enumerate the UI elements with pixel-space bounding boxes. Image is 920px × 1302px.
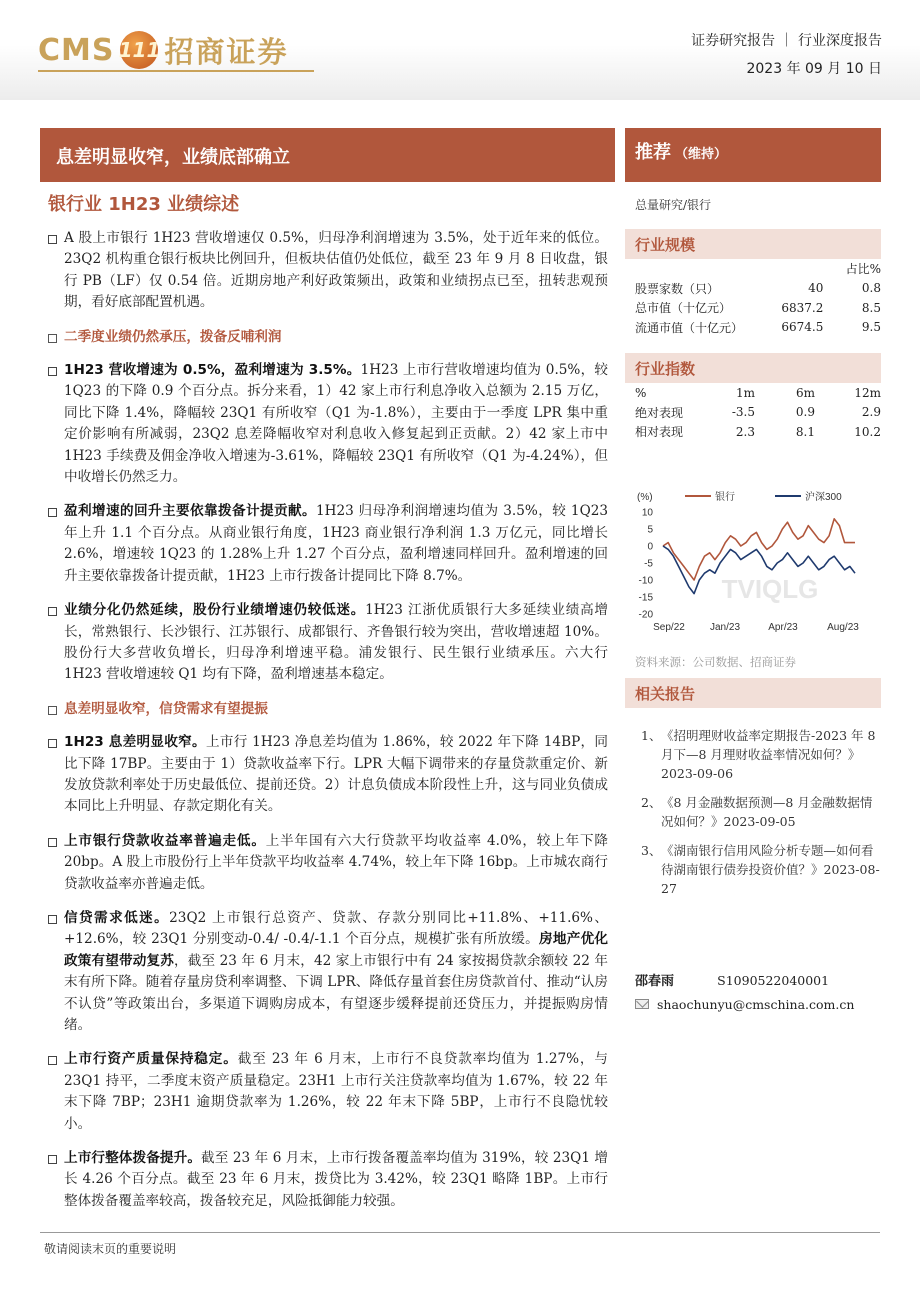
- x-tick-label: Aug/23: [827, 621, 859, 633]
- table-row: 相对表现 2.3 8.1 10.2: [635, 424, 881, 440]
- author-name: 邵春雨: [635, 973, 675, 989]
- index-chart-svg: [625, 486, 881, 636]
- x-tick-label: Jan/23: [709, 621, 741, 633]
- y-tick-label: -20: [638, 609, 653, 620]
- title-bar: [40, 128, 615, 182]
- square-bullet-icon: [48, 1056, 57, 1065]
- square-bullet-icon: [48, 915, 57, 924]
- body-paragraph: 业绩分化仍然延续，股份行业绩增速仍较低迷。1H23 江浙优质银行大多延续业绩高增长，常熟银行、长沙银行、江苏银行、成都银行、齐鲁银行较为突出，营收增速超 10%。股份行大多营收负增长，归母净利增速平稳。浦发银行、民生银行业绩承压。六大行 1H23 营收增速较 Q1 均有下降，盈利增速基本稳定。: [48, 600, 608, 686]
- report-type: 证券研究报告 ｜ 行业深度报告: [691, 33, 882, 49]
- square-bullet-icon: [48, 367, 57, 376]
- rating-sub: （维持）: [675, 147, 728, 162]
- table-row: 绝对表现 -3.5 0.9 2.9: [635, 405, 881, 420]
- body-paragraph: 上市行整体拨备提升。截至 23 年 6 月末，上市行拨备覆盖率均值为 319%，较 23Q1 增长 4.26 个百分点。截至 23 年 6 月末，拨贷比为 3.42%，较 23Q1 略降 1BP。上市行整体拨备覆盖率较高，拨备较充足，风险抵御能力较强。: [48, 1148, 608, 1212]
- body-paragraph: 1H23 息差明显收窄。上市行 1H23 净息差均值为 1.86%，较 2022 年下降 14BP，同比下降 17BP。主要由于 1）贷款收益率下行。LPR 大幅下调带来的存量贷款重定价、新发放贷款利率处于历史最低位、提前还贷。2）计息负债成本阶段性上升，这与同业负债成本同比上升明显、存款定期化有关。: [48, 732, 608, 818]
- related-reports: [641, 726, 881, 898]
- rating-bar: [625, 128, 881, 182]
- table-row: % 1m 6m 12m: [635, 385, 881, 400]
- category-path: 总量研究/银行: [635, 198, 712, 212]
- y-tick-label: 0: [647, 541, 653, 552]
- report-date: 2023 年 09 月 10 日: [746, 61, 882, 77]
- summary-paragraph: A 股上市银行 1H23 营收增速仅 0.5%，归母净利润增速为 3.5%，处于近年来的低位。23Q2 机构重仓银行板块比例回升，但板块估值仍处低位，截至 23 年 9 月 8 日收盘，银行 PB（LF）仅 0.54 倍。近期房地产利好政策频出，政策和业绩拐点已至，扭转悲观预期，看好底部配置机遇。: [48, 228, 608, 314]
- report-title: 息差明显收窄，业绩底部确立: [56, 147, 290, 168]
- report-subtitle: 银行业 1H23 业绩综述: [48, 194, 240, 215]
- series-line-bank: [663, 518, 855, 579]
- square-bullet-icon: [48, 739, 57, 748]
- pct-header: 占比%: [845, 262, 881, 277]
- logo-cn-text: 招商证券: [164, 34, 289, 69]
- logo-cms-text: CMS: [38, 32, 115, 68]
- square-bullet-icon: [48, 1155, 57, 1164]
- footer-divider: [40, 1232, 880, 1233]
- email-row: [635, 997, 881, 1012]
- legend-label: 银行: [715, 491, 735, 503]
- index-chart: [625, 486, 881, 646]
- square-bullet-icon: [48, 235, 57, 244]
- square-bullet-icon: [48, 706, 57, 715]
- table-row: 总市值（十亿元） 6837.2 8.5: [635, 300, 881, 316]
- section-heading: 二季度业绩仍然承压，拨备反哺利润: [48, 327, 608, 348]
- index-heading: 行业指数: [625, 353, 881, 383]
- x-tick-label: Sep/22: [653, 621, 685, 633]
- square-bullet-icon: [48, 838, 57, 847]
- author-id: S1090522040001: [717, 972, 830, 988]
- section-heading: 息差明显收窄，信贷需求有望提振: [48, 699, 608, 720]
- main-content: [48, 228, 608, 1225]
- chart-watermark: TVIQLG: [721, 573, 819, 604]
- body-paragraph: 盈利增速的回升主要依靠拨备计提贡献。1H23 归母净利润增速均值为 3.5%，较 1Q23 年上升 1.1 个百分点。从商业银行角度，1H23 商业银行净利润 1.3 万亿元，同比增长 2.6%，增速较 1Q23 的 1.28%上升 1.27 个百分点，盈利增速同样回升。盈利增速的回升主要依靠拨备计提贡献，1H23 上市行拨备计提同比下降 8.7%。: [48, 501, 608, 587]
- body-paragraph: 1H23 营收增速为 0.5%，盈利增速为 3.5%。1H23 上市行营收增速均值为 0.5%，较 1Q23 的下降 0.9 个百分点。拆分来看，1）42 家上市行利息净收入总额为 2.15 万亿，同比下降 1.4%，降幅较 23Q1 有所收窄（Q1 为-1.8%），主要由于一季度 LPR 集中重定价影响有所减弱，23Q2 息差降幅收窄对利息收入修复起到正贡献。2）42 家上市中 1H23 手续费及佣金净收入增速为-3.61%，降幅较 23Q1 有所收窄（Q1 为-4.24%），但中收增长仍然乏力。: [48, 360, 608, 488]
- body-paragraph: 信贷需求低迷。23Q2 上市银行总资产、贷款、存款分别同比+11.8%、+11.6%、+12.6%，较 23Q1 分别变动-0.4/ -0.4/-1.1 个百分点，规模扩张有所放缓。房地产优化政策有望带动复苏，截至 23 年 6 月末，42 家上市银行中有 24 家按揭贷款余额较 22 年末有所下降。随着存量房贷利率调整、下调 LPR、降低存量首套住房贷款首付、推动“认房不认贷”等政策出台，多渠道下调购房成本，有望逐步缓释提前还贷压力，并提振购房情绪。: [48, 908, 608, 1036]
- list-item[interactable]: 3、 《湖南银行信用风险分析专题—如何看待湖南银行债券投资价值？》2023-08-27: [641, 842, 880, 896]
- chart-source: 资料来源：公司数据、招商证券: [635, 654, 796, 669]
- square-bullet-icon: [48, 508, 57, 517]
- body-paragraph: 上市行资产质量保持稳定。截至 23 年 6 月末，上市行不良贷款率均值为 1.27%，与 23Q1 持平，二季度末资产质量稳定。23H1 上市行关注贷款率均值为 1.67%，较 22 年末下降 7BP；23H1 逾期贷款率为 1.26%，较 22 年末下降 5BP，上市行不良隐忧较小。: [48, 1049, 608, 1135]
- y-tick-label: 10: [641, 507, 653, 518]
- header-meta: [691, 30, 882, 78]
- logo-badge-icon: 111: [120, 31, 158, 69]
- rating: 推荐: [635, 142, 671, 163]
- sidebar: [625, 128, 881, 1012]
- logo-underline: [38, 70, 314, 72]
- y-tick-label: -10: [638, 575, 653, 586]
- table-row: 流通市值（十亿元） 6674.5 9.5: [635, 320, 881, 335]
- company-logo: [38, 28, 289, 72]
- related-heading: 相关报告: [625, 678, 881, 708]
- table-row: 股票家数（只） 40 0.8: [635, 281, 881, 296]
- footer-note: 敬请阅读末页的重要说明: [44, 1242, 177, 1256]
- x-tick-label: Apr/23: [768, 621, 798, 633]
- author-row: [635, 970, 881, 989]
- legend-label: 沪深300: [805, 491, 842, 503]
- index-table: [635, 383, 881, 442]
- y-tick-label: 5: [647, 524, 653, 535]
- square-bullet-icon: [48, 607, 57, 616]
- list-item[interactable]: 1、 《招明理财收益率定期报告-2023 年 8 月下—8 月理财收益率情况如何？》2023-09-06: [641, 727, 876, 781]
- table-row: [635, 259, 881, 279]
- y-axis-label: (%): [637, 491, 653, 503]
- body-paragraph: 上市银行贷款收益率普遍走低。上半年国有六大行贷款平均收益率 4.0%，较上年下降 20bp。A 股上市股份行上半年贷款平均收益率 4.74%，较上年下降 16bp。上市城农商行贷款收益率亦普遍走低。: [48, 831, 608, 895]
- list-item[interactable]: 2、 《8 月金融数据预测—8 月金融数据情况如何？》2023-09-05: [641, 794, 873, 829]
- y-tick-label: -5: [644, 558, 653, 569]
- author-email[interactable]: shaochunyu@cmschina.com.cn: [657, 996, 855, 1012]
- mail-icon: [635, 999, 649, 1009]
- y-tick-label: -15: [638, 592, 653, 603]
- square-bullet-icon: [48, 334, 57, 343]
- scale-heading: 行业规模: [625, 229, 881, 259]
- scale-table: [635, 259, 881, 337]
